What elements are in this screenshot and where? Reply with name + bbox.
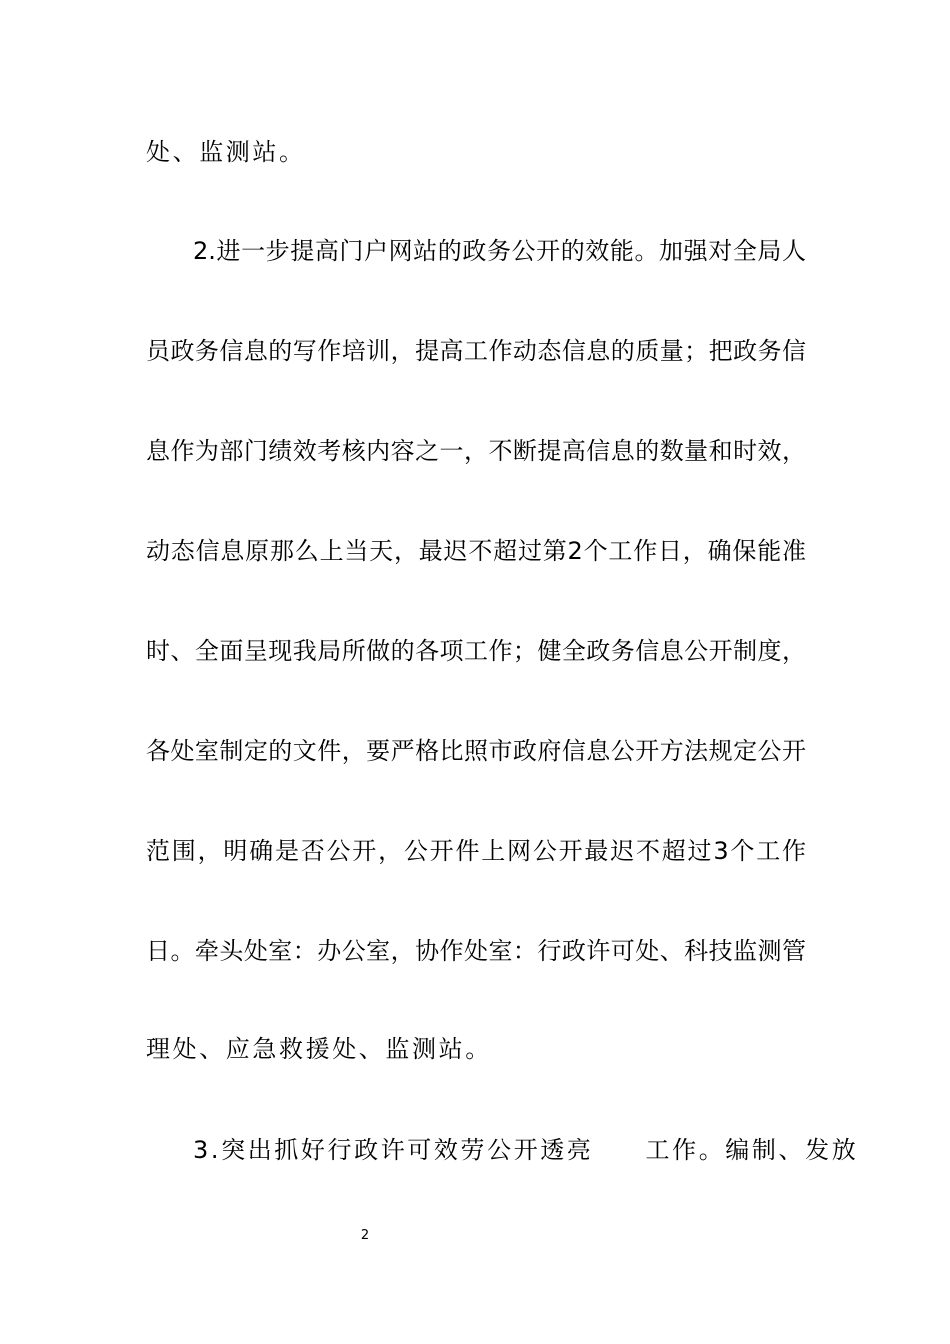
text-line-4: 息作为部门绩效考核内容之一，不断提高信息的数量和时效， <box>146 437 806 465</box>
text-line-6: 时、全面呈现我局所做的各项工作；健全政务信息公开制度， <box>146 637 806 665</box>
text-line-10: 理处、应急救援处、监测站。 <box>146 1035 492 1063</box>
paragraph-2-heading-line: 2.进一步提高门户网站的政务公开的效能。加强对全局人 <box>193 237 806 265</box>
text-line-7: 各处室制定的文件，要严格比照市政府信息公开方法规定公开 <box>146 737 806 765</box>
paragraph-3-heading-start: 3.突出抓好行政许可效劳公开透亮 <box>193 1136 594 1164</box>
text-line-3: 员政务信息的写作培训，提高工作动态信息的质量；把政务信 <box>146 337 806 365</box>
paragraph-3-heading-line <box>193 1135 859 1165</box>
paragraph-3-heading-end: 工作。编制、发放 <box>645 1136 859 1164</box>
text-line-8: 范围，明确是否公开，公开件上网公开最迟不超过3个工作 <box>146 837 806 865</box>
text-line-1: 处、监测站。 <box>146 138 306 166</box>
text-line-9: 日。牵头处室：办公室，协作处室：行政许可处、科技监测管 <box>146 937 806 965</box>
text-line-5: 动态信息原那么上当天，最迟不超过第2个工作日，确保能准 <box>146 537 806 565</box>
page-number: 2 <box>360 1228 370 1243</box>
